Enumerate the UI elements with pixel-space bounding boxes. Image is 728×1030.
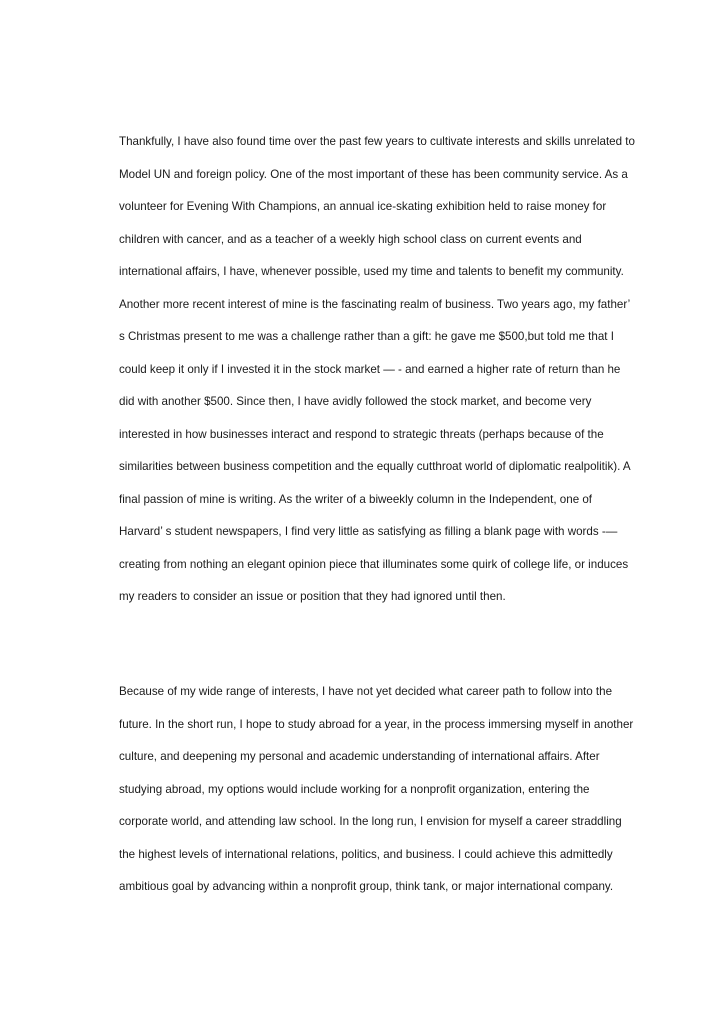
text-line: Thankfully, I have also found time over the past few years to cultivate interests and skills unrelated to bbox=[119, 135, 635, 148]
text-line: corporate world, and attending law school. In the long run, I envision for myself a career straddling bbox=[119, 815, 622, 828]
text-line: international affairs, I have, whenever possible, used my time and talents to benefit my community. bbox=[119, 265, 624, 278]
text-line: Model UN and foreign policy. One of the most important of these has been community service. As a bbox=[119, 167, 628, 181]
text-line: final passion of mine is writing. As the writer of a biweekly column in the Independent, one of bbox=[119, 492, 593, 506]
text-line: culture, and deepening my personal and academic understanding of international affairs. After bbox=[119, 750, 600, 763]
text-line: creating from nothing an elegant opinion piece that illuminates some quirk of college life, or induces bbox=[119, 557, 629, 571]
text-line: Another more recent interest of mine is the fascinating realm of business. Two years ago, my father’ bbox=[119, 297, 631, 311]
paragraph-career bbox=[119, 684, 639, 912]
text-line: s Christmas present to me was a challenge rather than a gift: he gave me $500,but told me that I bbox=[119, 330, 614, 343]
text-line: children with cancer, and as a teacher of a weekly high school class on current events and bbox=[119, 232, 582, 246]
text-line: could keep it only if I invested it in the stock market — - and earned a higher rate of return than he bbox=[119, 362, 621, 376]
text-line: my readers to consider an issue or position that they had ignored until then. bbox=[119, 590, 506, 603]
text-line: future. In the short run, I hope to study abroad for a year, in the process immersing myself in another bbox=[119, 717, 634, 731]
text-line: ambitious goal by advancing within a nonprofit group, think tank, or major international company. bbox=[119, 880, 614, 893]
text-line: interested in how businesses interact and respond to strategic threats (perhaps because of the bbox=[119, 427, 604, 441]
text-line: Harvard’ s student newspapers, I find very little as satisfying as filling a blank page with words -— bbox=[119, 525, 618, 538]
text-line: Because of my wide range of interests, I have not yet decided what career path to follow into the bbox=[119, 685, 613, 698]
text-line: did with another $500. Since then, I have avidly followed the stock market, and become very bbox=[119, 395, 592, 408]
text-line: volunteer for Evening With Champions, an annual ice-skating exhibition held to raise money for bbox=[119, 200, 607, 213]
text-line: the highest levels of international relations, politics, and business. I could achieve this admittedly bbox=[119, 847, 613, 861]
text-line: similarities between business competition and the equally cutthroat world of diplomatic realpolitik). A bbox=[119, 460, 631, 473]
text-line: studying abroad, my options would include working for a nonprofit organization, entering the bbox=[119, 782, 590, 796]
paragraph-interests bbox=[119, 134, 639, 622]
